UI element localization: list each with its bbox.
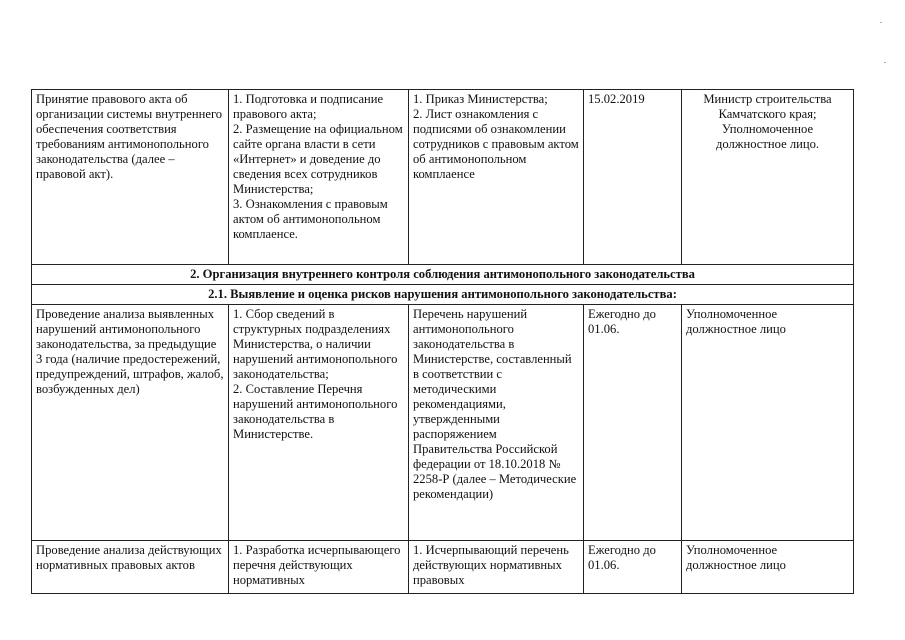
deadline-cell: 15.02.2019 <box>584 90 682 265</box>
responsible-cell: Министр строительства Камчатского края; Уполномоченное должностное лицо. <box>682 90 854 265</box>
action-cell: Проведение анализа выявленных нарушений антимонопольного законодательства, за предыдущие 3 года (наличие предостережений, предупреждений, штрафов, жалоб, возбужденных дел) <box>32 305 229 541</box>
action-cell: Проведение анализа действующих нормативных правовых актов <box>32 541 229 594</box>
responsible-cell: Уполномоченное должностное лицо <box>682 305 854 541</box>
steps-cell: 1. Сбор сведений в структурных подразделениях Министерства, о наличии нарушений антимонопольного законодательства; 2. Составление Перечня нарушений антимонопольного законодательства в Министерстве. <box>229 305 409 541</box>
result-cell: 1. Приказ Министерства; 2. Лист ознакомления с подписями об ознакомлении сотрудников с правовым актом об антимонопольном комплаенсе <box>409 90 584 265</box>
table-row <box>32 90 854 265</box>
section-heading-row <box>32 265 854 285</box>
result-cell: 1. Исчерпывающий перечень действующих нормативных правовых <box>409 541 584 594</box>
steps-cell: 1. Разработка исчерпывающего перечня действующих нормативных <box>229 541 409 594</box>
deadline-cell: Ежегодно до 01.06. <box>584 541 682 594</box>
table-row <box>32 305 854 541</box>
responsible-cell: Уполномоченное должностное лицо <box>682 541 854 594</box>
subsection-heading-row <box>32 285 854 305</box>
deadline-cell: Ежегодно до 01.06. <box>584 305 682 541</box>
steps-cell: 1. Подготовка и подписание правового акта; 2. Размещение на официальном сайте органа власти в сети «Интернет» и доведение до сведения всех сотрудников Министерства; 3. Ознакомления с правовым актом об антимонопольном комплаенсе. <box>229 90 409 265</box>
result-cell: Перечень нарушений антимонопольного законодательства в Министерстве, составленный в соответствии с методическими рекомендациями, утвержденными распоряжением Правительства Российской федерации от 18.10.2018 № 2258-Р (далее – Методические рекомендации) <box>409 305 584 541</box>
scan-speck <box>884 62 886 63</box>
scan-speck <box>880 22 882 23</box>
action-cell: Принятие правового акта об организации системы внутреннего обеспечения соответствия требованиям антимонопольного законодательства (далее – правовой акт). <box>32 90 229 265</box>
subsection-heading: 2.1. Выявление и оценка рисков нарушения антимонопольного законодательства: <box>32 285 854 305</box>
section-heading: 2. Организация внутреннего контроля соблюдения антимонопольного законодательства <box>32 265 854 285</box>
table-row <box>32 541 854 594</box>
antimonopoly-compliance-plan-table <box>31 89 854 594</box>
